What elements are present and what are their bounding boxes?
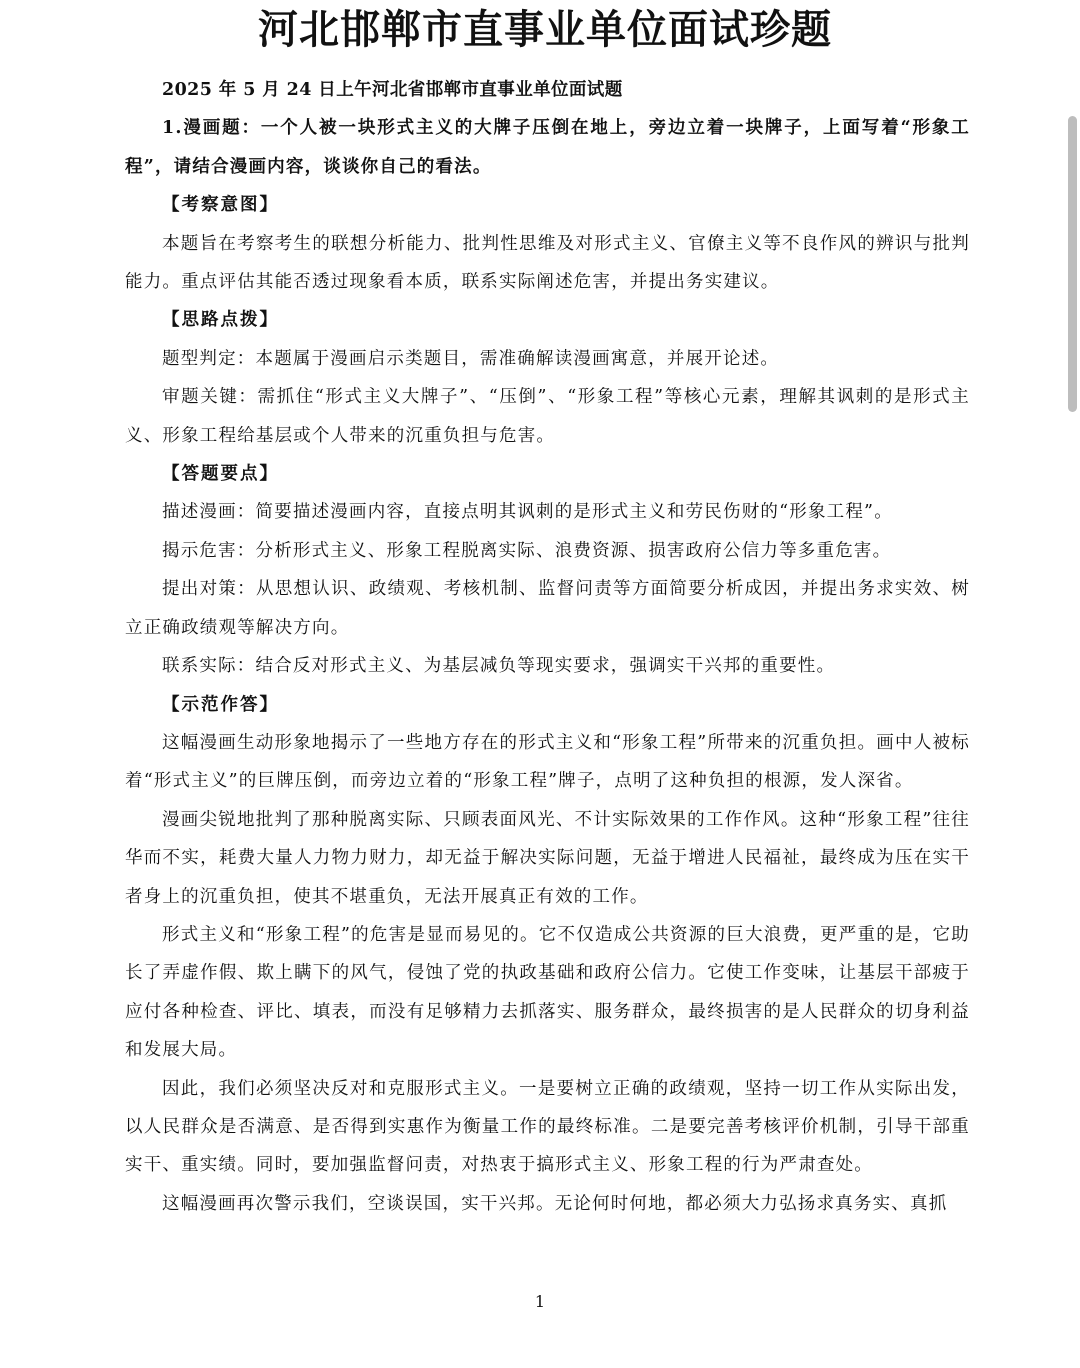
question-text: 1.漫画题：一个人被一块形式主义的大牌子压倒在地上，旁边立着一块牌子，上面写着“形象工程”，请结合漫画内容，谈谈你自己的看法。 — [125, 118, 970, 177]
section-heading-intent: 【考察意图】 — [162, 195, 279, 216]
document-body — [125, 71, 970, 1223]
section-heading-key-points: 【答题要点】 — [162, 464, 279, 485]
paragraph: 本题旨在考察考生的联想分析能力、批判性思维及对形式主义、官僚主义等不良作风的辨识与批判能力。重点评估其能否透过现象看本质，联系实际阐述危害，并提出务实建议。 — [125, 233, 970, 293]
paragraph: 联系实际：结合反对形式主义、为基层减负等现实要求，强调实干兴邦的重要性。 — [162, 656, 836, 677]
vertical-scrollbar[interactable] — [1064, 0, 1080, 1368]
paragraph: 提出对策：从思想认识、政绩观、考核机制、监督问责等方面简要分析成因，并提出务求实效、树立正确政绩观等解决方向。 — [125, 579, 970, 638]
paragraph: 描述漫画：简要描述漫画内容，直接点明其讽刺的是形式主义和劳民伤财的“形象工程”。 — [162, 502, 893, 523]
paragraph: 审题关键：需抓住“形式主义大牌子”、“压倒”、“形象工程”等核心元素，理解其讽刺的是形式主义、形象工程给基层或个人带来的沉重负担与危害。 — [125, 387, 970, 446]
paragraph: 这幅漫画生动形象地揭示了一些地方存在的形式主义和“形象工程”所带来的沉重负担。画中人被标着“形式主义”的巨牌压倒，而旁边立着的“形象工程”牌子，点明了这种负担的根源，发人深省。 — [125, 732, 970, 792]
section-heading-approach: 【思路点拨】 — [162, 310, 279, 331]
scrollbar-thumb[interactable] — [1068, 116, 1077, 412]
paragraph: 因此，我们必须坚决反对和克服形式主义。一是要树立正确的政绩观，坚持一切工作从实际出发，以人民群众是否满意、是否得到实惠作为衡量工作的最终标准。二是要完善考核评价机制，引导干部重实干、重实绩。同时，要加强监督问责，对热衷于搞形式主义、形象工程的行为严肃查处。 — [125, 1078, 970, 1176]
paragraph: 题型判定：本题属于漫画启示类题目，需准确解读漫画寓意，并展开论述。 — [162, 348, 780, 369]
exam-heading: 2025 年 5 月 24 日上午河北省邯郸市直事业单位面试题 — [162, 80, 623, 100]
paragraph: 形式主义和“形象工程”的危害是显而易见的。它不仅造成公共资源的巨大浪费，更严重的是，它助长了弄虚作假、欺上瞒下的风气，侵蚀了党的执政基础和政府公信力。它使工作变味，让基层干部疲于应付各种检查、评比、填表，而没有足够精力去抓落实、服务群众，最终损害的是人民群众的切身利益和发展大局。 — [125, 924, 970, 1061]
document-title: 河北邯郸市直事业单位面试珍题 — [258, 7, 832, 53]
section-heading-model-answer: 【示范作答】 — [162, 694, 279, 715]
paragraph: 揭示危害：分析形式主义、形象工程脱离实际、浪费资源、损害政府公信力等多重危害。 — [162, 540, 892, 561]
paragraph: 这幅漫画再次警示我们，空谈误国，实干兴邦。无论何时何地，都必须大力弘扬求真务实、真抓 — [162, 1193, 948, 1214]
paragraph: 漫画尖锐地批判了那种脱离实际、只顾表面风光、不计实际效果的工作作风。这种“形象工程”往往华而不实，耗费大量人力物力财力，却无益于解决实际问题，无益于增进人民福祉，最终成为压在实干者身上的沉重负担，使其不堪重负，无法开展真正有效的工作。 — [125, 809, 970, 907]
page-number: 1 — [534, 1292, 546, 1311]
